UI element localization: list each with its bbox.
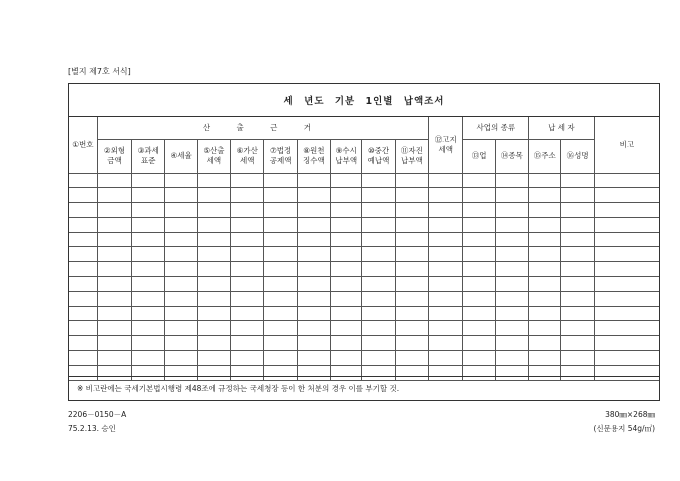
table-cell[interactable]: [594, 291, 659, 306]
table-cell[interactable]: [132, 262, 165, 277]
table-cell[interactable]: [264, 306, 297, 321]
table-cell[interactable]: [429, 232, 463, 247]
table-cell[interactable]: [561, 188, 594, 203]
table-cell[interactable]: [395, 232, 428, 247]
table-cell[interactable]: [561, 203, 594, 218]
table-cell[interactable]: [331, 306, 362, 321]
table-cell[interactable]: [395, 247, 428, 262]
table-cell[interactable]: [231, 188, 264, 203]
table-cell[interactable]: [495, 291, 528, 306]
table-cell[interactable]: [297, 217, 330, 232]
table-cell[interactable]: [165, 351, 197, 366]
table-cell[interactable]: [69, 321, 97, 336]
table-cell[interactable]: [362, 188, 395, 203]
table-cell[interactable]: [429, 291, 463, 306]
table-cell[interactable]: [561, 262, 594, 277]
table-cell[interactable]: [362, 336, 395, 351]
table-cell[interactable]: [463, 217, 495, 232]
table-cell[interactable]: [165, 203, 197, 218]
table-cell[interactable]: [594, 321, 659, 336]
table-cell[interactable]: [594, 232, 659, 247]
table-cell[interactable]: [231, 351, 264, 366]
table-row: [69, 217, 659, 232]
table-cell[interactable]: [594, 336, 659, 351]
table-cell[interactable]: [297, 306, 330, 321]
table-cell[interactable]: [197, 232, 230, 247]
table-cell[interactable]: [463, 173, 495, 188]
table-cell[interactable]: [132, 173, 165, 188]
header-basis-label: 산 출 근 거: [202, 122, 323, 132]
table-cell[interactable]: [165, 291, 197, 306]
table-cell[interactable]: [132, 277, 165, 292]
table-row: [69, 203, 659, 218]
table-cell[interactable]: [69, 217, 97, 232]
table-cell[interactable]: [395, 173, 428, 188]
table-cell[interactable]: [395, 336, 428, 351]
header-business: ⑬업: [463, 139, 495, 173]
table-cell[interactable]: [231, 173, 264, 188]
table-cell[interactable]: [231, 217, 264, 232]
table-cell[interactable]: [594, 203, 659, 218]
table-cell[interactable]: [165, 277, 197, 292]
table-cell[interactable]: [97, 217, 131, 232]
header-number: ①번호: [69, 117, 97, 173]
table-cell[interactable]: [331, 203, 362, 218]
table-cell[interactable]: [231, 232, 264, 247]
table-cell[interactable]: [97, 277, 131, 292]
table-cell[interactable]: [231, 291, 264, 306]
table-cell[interactable]: [495, 321, 528, 336]
table-cell[interactable]: [561, 173, 594, 188]
header-outward-amount: ②외형 금액: [97, 139, 131, 173]
table-cell[interactable]: [331, 262, 362, 277]
table-cell[interactable]: [463, 188, 495, 203]
table-cell[interactable]: [331, 291, 362, 306]
table-cell[interactable]: [362, 321, 395, 336]
table-cell[interactable]: [165, 321, 197, 336]
table-cell[interactable]: [264, 217, 297, 232]
table-cell[interactable]: [463, 291, 495, 306]
table-cell[interactable]: [362, 173, 395, 188]
table-cell[interactable]: [165, 232, 197, 247]
table-cell[interactable]: [97, 203, 131, 218]
table-cell[interactable]: [495, 351, 528, 366]
table-row: [69, 262, 659, 277]
table-cell[interactable]: [297, 336, 330, 351]
table-cell[interactable]: [132, 217, 165, 232]
table-cell[interactable]: [495, 247, 528, 262]
table-cell[interactable]: [529, 173, 561, 188]
table-cell[interactable]: [331, 188, 362, 203]
table-cell[interactable]: [594, 247, 659, 262]
table-cell[interactable]: [429, 351, 463, 366]
table-row: [69, 277, 659, 292]
table-cell[interactable]: [561, 291, 594, 306]
header-self-payment: ⑪자진 납부액: [395, 139, 428, 173]
table-cell[interactable]: [69, 232, 97, 247]
table-cell[interactable]: [594, 217, 659, 232]
table-cell[interactable]: [529, 188, 561, 203]
table-cell[interactable]: [165, 173, 197, 188]
table-cell[interactable]: [69, 173, 97, 188]
table-cell[interactable]: [529, 277, 561, 292]
table-cell[interactable]: [297, 291, 330, 306]
table-cell[interactable]: [395, 351, 428, 366]
table-cell[interactable]: [297, 277, 330, 292]
table-cell[interactable]: [197, 336, 230, 351]
table-cell[interactable]: [429, 277, 463, 292]
table-cell[interactable]: [529, 247, 561, 262]
table-cell[interactable]: [97, 247, 131, 262]
table-cell[interactable]: [395, 217, 428, 232]
table-cell[interactable]: [561, 306, 594, 321]
table-cell[interactable]: [395, 306, 428, 321]
table-cell[interactable]: [495, 336, 528, 351]
table-cell[interactable]: [69, 277, 97, 292]
table-cell[interactable]: [561, 321, 594, 336]
table-row: [69, 232, 659, 247]
table-cell[interactable]: [495, 217, 528, 232]
table-cell[interactable]: [529, 306, 561, 321]
table-cell[interactable]: [132, 232, 165, 247]
table-cell[interactable]: [165, 217, 197, 232]
approval-date: 75.2.13. 승인: [68, 424, 116, 433]
table-cell[interactable]: [264, 262, 297, 277]
table-cell[interactable]: [97, 321, 131, 336]
table-cell[interactable]: [331, 247, 362, 262]
form-title: 세 년도 기분 1인별 납액조서: [69, 84, 659, 117]
table-cell[interactable]: [362, 232, 395, 247]
table-cell[interactable]: [594, 351, 659, 366]
table-cell[interactable]: [231, 203, 264, 218]
table-cell[interactable]: [463, 351, 495, 366]
table-cell[interactable]: [495, 262, 528, 277]
table-cell[interactable]: [495, 203, 528, 218]
table-cell[interactable]: [429, 321, 463, 336]
table-cell[interactable]: [429, 247, 463, 262]
table-cell[interactable]: [529, 217, 561, 232]
header-occasional-payment: ⑨수시 납부액: [331, 139, 362, 173]
header-additional-tax: ⑥가산 세액: [231, 139, 264, 173]
table-cell[interactable]: [231, 306, 264, 321]
table-cell[interactable]: [97, 336, 131, 351]
header-basis-group: [97, 117, 428, 139]
table-row: [69, 351, 659, 366]
table-cell[interactable]: [69, 262, 97, 277]
table-cell[interactable]: [561, 247, 594, 262]
table-cell[interactable]: [594, 306, 659, 321]
table-cell[interactable]: [529, 203, 561, 218]
table-cell[interactable]: [231, 262, 264, 277]
table-cell[interactable]: [197, 188, 230, 203]
table-cell[interactable]: [429, 262, 463, 277]
table-cell[interactable]: [529, 232, 561, 247]
table-cell[interactable]: [395, 277, 428, 292]
table-cell[interactable]: [97, 291, 131, 306]
table-cell[interactable]: [297, 321, 330, 336]
table-row: [69, 173, 659, 188]
table-cell[interactable]: [594, 173, 659, 188]
header-name: ⑯성명: [561, 139, 594, 173]
table-cell[interactable]: [429, 336, 463, 351]
table-cell[interactable]: [264, 232, 297, 247]
table-cell[interactable]: [231, 277, 264, 292]
table-cell[interactable]: [231, 336, 264, 351]
table-row: [69, 247, 659, 262]
table-cell[interactable]: [395, 291, 428, 306]
table-cell[interactable]: [561, 336, 594, 351]
table-cell[interactable]: [362, 306, 395, 321]
table-cell[interactable]: [264, 188, 297, 203]
table-cell[interactable]: [297, 351, 330, 366]
table-cell[interactable]: [264, 247, 297, 262]
table-cell[interactable]: [495, 188, 528, 203]
table-row: [69, 188, 659, 203]
table-cell[interactable]: [132, 247, 165, 262]
table-cell[interactable]: [231, 247, 264, 262]
form-code: 2206－0150－A: [68, 410, 127, 419]
header-business-group: 사업의 종류: [463, 117, 529, 139]
table-cell[interactable]: [362, 351, 395, 366]
table-cell[interactable]: [69, 291, 97, 306]
table-cell[interactable]: [594, 262, 659, 277]
paper-type: (신문용지 54g/㎡): [593, 424, 655, 433]
table-cell[interactable]: [264, 336, 297, 351]
paper-size: 380㎜×268㎜: [605, 410, 655, 419]
table-cell[interactable]: [132, 291, 165, 306]
table-cell[interactable]: [495, 277, 528, 292]
table-cell[interactable]: [197, 321, 230, 336]
table-cell[interactable]: [395, 203, 428, 218]
table-cell[interactable]: [132, 351, 165, 366]
table-cell[interactable]: [97, 306, 131, 321]
table-cell[interactable]: [132, 306, 165, 321]
table-cell[interactable]: [231, 321, 264, 336]
header-remarks: 비고: [594, 117, 659, 173]
table-cell[interactable]: [362, 262, 395, 277]
header-interim-prepayment: ⑩중간 예납액: [362, 139, 395, 173]
table-cell[interactable]: [495, 173, 528, 188]
table-cell[interactable]: [165, 336, 197, 351]
table-cell[interactable]: [463, 203, 495, 218]
header-tax-base: ③과세 표준: [132, 139, 165, 173]
table-cell[interactable]: [561, 217, 594, 232]
table-cell[interactable]: [463, 277, 495, 292]
tax-payment-form: [68, 83, 660, 401]
table-cell[interactable]: [297, 232, 330, 247]
table-cell[interactable]: [463, 232, 495, 247]
table-cell[interactable]: [561, 232, 594, 247]
header-item: ⑭종목: [495, 139, 528, 173]
table-cell[interactable]: [331, 277, 362, 292]
table-cell[interactable]: [69, 188, 97, 203]
remarks-note: ※ 비고란에는 국세기본법시행령 제48조에 규정하는 국세청장 등이 한 처분의 경우 이를 부기할 것.: [69, 376, 659, 400]
table-cell[interactable]: [97, 351, 131, 366]
table-cell[interactable]: [69, 336, 97, 351]
table-cell[interactable]: [197, 277, 230, 292]
table-cell[interactable]: [97, 232, 131, 247]
table-cell[interactable]: [197, 247, 230, 262]
table-cell[interactable]: [297, 173, 330, 188]
table-cell[interactable]: [594, 277, 659, 292]
table-cell[interactable]: [429, 217, 463, 232]
table-cell[interactable]: [331, 336, 362, 351]
table-row: [69, 291, 659, 306]
table-cell[interactable]: [429, 203, 463, 218]
header-address: ⑮주소: [529, 139, 561, 173]
table-cell[interactable]: [197, 306, 230, 321]
payment-table: [69, 117, 659, 381]
table-cell[interactable]: [264, 351, 297, 366]
table-cell[interactable]: [132, 321, 165, 336]
header-taxpayer-group: 납 세 자: [529, 117, 595, 139]
header-withholding: ⑧원천 징수액: [297, 139, 330, 173]
table-cell[interactable]: [97, 173, 131, 188]
table-cell[interactable]: [132, 336, 165, 351]
table-cell[interactable]: [463, 336, 495, 351]
table-cell[interactable]: [529, 336, 561, 351]
table-cell[interactable]: [594, 188, 659, 203]
table-cell[interactable]: [69, 203, 97, 218]
table-cell[interactable]: [529, 321, 561, 336]
header-notice-tax: ⑫고지 세액: [429, 117, 463, 173]
table-cell[interactable]: [132, 203, 165, 218]
form-label: [별지 제7호 서식]: [68, 67, 131, 76]
table-cell[interactable]: [331, 173, 362, 188]
table-cell[interactable]: [297, 262, 330, 277]
table-cell[interactable]: [297, 203, 330, 218]
table-cell[interactable]: [297, 247, 330, 262]
table-cell[interactable]: [429, 188, 463, 203]
table-cell[interactable]: [529, 351, 561, 366]
table-cell[interactable]: [264, 173, 297, 188]
table-cell[interactable]: [362, 277, 395, 292]
table-cell[interactable]: [529, 291, 561, 306]
table-cell[interactable]: [165, 306, 197, 321]
table-cell[interactable]: [362, 247, 395, 262]
table-cell[interactable]: [264, 277, 297, 292]
table-cell[interactable]: [97, 262, 131, 277]
table-cell[interactable]: [362, 291, 395, 306]
table-cell[interactable]: [395, 262, 428, 277]
table-cell[interactable]: [331, 232, 362, 247]
table-row: [69, 336, 659, 351]
table-cell[interactable]: [395, 188, 428, 203]
table-cell[interactable]: [529, 262, 561, 277]
table-row: [69, 321, 659, 336]
table-cell[interactable]: [463, 321, 495, 336]
table-cell[interactable]: [331, 217, 362, 232]
header-tax-rate: ④세율: [165, 139, 197, 173]
header-computed-tax: ⑤산출 세액: [197, 139, 230, 173]
table-cell[interactable]: [561, 351, 594, 366]
table-cell[interactable]: [297, 188, 330, 203]
table-cell[interactable]: [197, 217, 230, 232]
header-legal-deduction: ⑦법정 공제액: [264, 139, 297, 173]
table-cell[interactable]: [69, 306, 97, 321]
table-cell[interactable]: [395, 321, 428, 336]
table-cell[interactable]: [132, 188, 165, 203]
table-cell[interactable]: [463, 247, 495, 262]
table-cell[interactable]: [362, 217, 395, 232]
table-row: [69, 306, 659, 321]
table-cell[interactable]: [197, 173, 230, 188]
table-cell[interactable]: [197, 351, 230, 366]
table-cell[interactable]: [197, 262, 230, 277]
table-cell[interactable]: [463, 262, 495, 277]
table-cell[interactable]: [264, 291, 297, 306]
table-cell[interactable]: [463, 306, 495, 321]
table-cell[interactable]: [264, 203, 297, 218]
table-cell[interactable]: [561, 277, 594, 292]
table-cell[interactable]: [165, 188, 197, 203]
table-cell[interactable]: [331, 351, 362, 366]
table-cell[interactable]: [331, 321, 362, 336]
table-cell[interactable]: [197, 203, 230, 218]
table-cell[interactable]: [495, 232, 528, 247]
table-cell[interactable]: [495, 306, 528, 321]
table-cell[interactable]: [69, 247, 97, 262]
table-cell[interactable]: [429, 173, 463, 188]
table-cell[interactable]: [69, 351, 97, 366]
table-cell[interactable]: [165, 247, 197, 262]
table-cell[interactable]: [362, 203, 395, 218]
table-cell[interactable]: [197, 291, 230, 306]
table-cell[interactable]: [165, 262, 197, 277]
table-cell[interactable]: [429, 306, 463, 321]
table-cell[interactable]: [97, 188, 131, 203]
table-cell[interactable]: [264, 321, 297, 336]
